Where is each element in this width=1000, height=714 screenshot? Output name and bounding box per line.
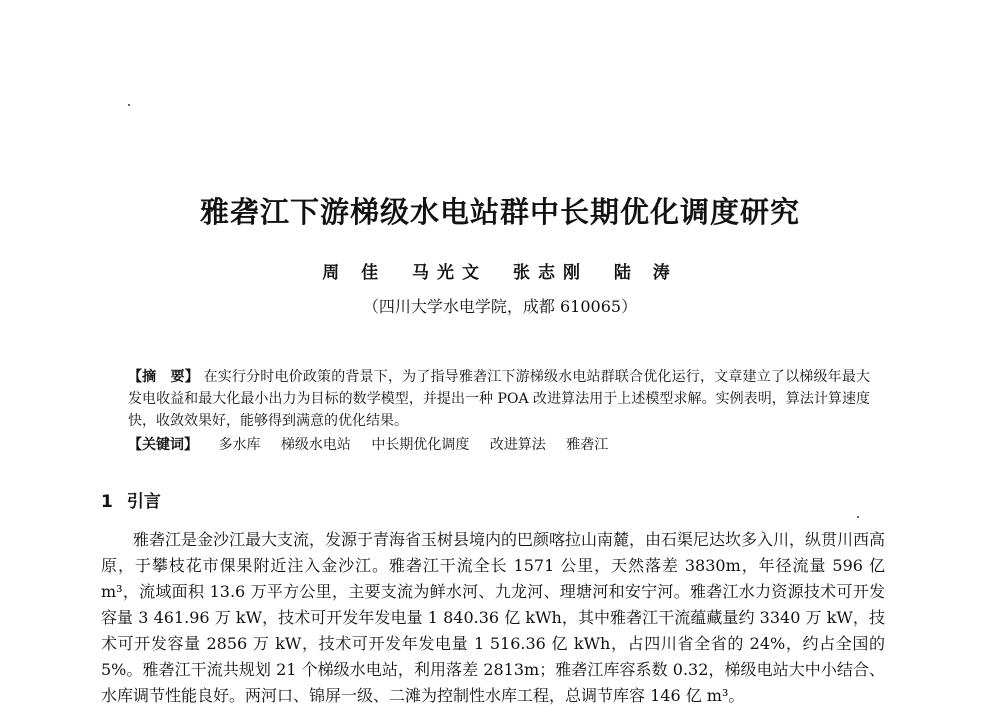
body-paragraph: 雅砻江是金沙江最大支流，发源于青海省玉树县境内的巴颜喀拉山南麓，由石渠尼达坎多入川，纵贯川西高原，于攀枝花市倮果附近注入金沙江。雅砻江干流全长 1571 公里，天然落差 3830m，年径流量 596 亿 m³，流域面积 13.6 万平方公里，主要支流为鲜水河、九龙河、理塘河和安宁河。雅砻江水力资源技术可开发容量 3 461.96 万 kW，技术可开发年发电量 1 840.36 亿 kWh，其中雅砻江干流蕴藏量约 3340 万 kW，技术可开发容量 2856 万 kW，技术可开发年发电量 1 516.36 亿 kWh，占四川省全省的 24%，约占全国的 5%。雅砻江干流共规划 21 个梯级水电站，利用落差 2813m；雅砻江库容系数 0.32，梯级电站大中小结合、水库调节性能良好。两河口、锦屏一级、二滩为控制性水库工程，总调节库容 146 亿 m³。 [101, 530, 886, 705]
author-name: 马光文 [412, 263, 488, 283]
keyword: 中长期优化调度 [371, 437, 470, 453]
author-list [0, 258, 1000, 283]
keywords [128, 434, 870, 456]
abstract-label: 【摘 要】 [128, 369, 199, 385]
keyword: 雅砻江 [566, 437, 609, 453]
keyword: 多水库 [218, 437, 261, 453]
section-number: 1 [101, 492, 113, 512]
author-name: 周 佳 [322, 263, 387, 283]
author-name: 陆 涛 [613, 263, 678, 283]
section-heading [101, 487, 161, 512]
scan-speck [857, 516, 859, 518]
abstract-text: 在实行分时电价政策的背景下，为了指导雅砻江下游梯级水电站群联合优化运行，文章建立了以梯级年最大发电收益和最大化最小出力为目标的数学模型，并提出一种 POA 改进算法用于上述模型求解。实例表明，算法计算速度快，收敛效果好，能够得到满意的优化结果。 [128, 369, 871, 429]
affiliation: （四川大学水电学院，成都 610065） [362, 297, 638, 316]
section-title: 引言 [126, 492, 161, 512]
abstract [128, 366, 870, 432]
keyword: 梯级水电站 [280, 437, 351, 453]
keywords-label: 【关键词】 [128, 437, 198, 453]
keyword: 改进算法 [489, 437, 546, 453]
scan-speck [128, 104, 130, 106]
author-name: 张志刚 [512, 263, 588, 283]
paper-title: 雅砻江下游梯级水电站群中长期优化调度研究 [199, 195, 800, 229]
